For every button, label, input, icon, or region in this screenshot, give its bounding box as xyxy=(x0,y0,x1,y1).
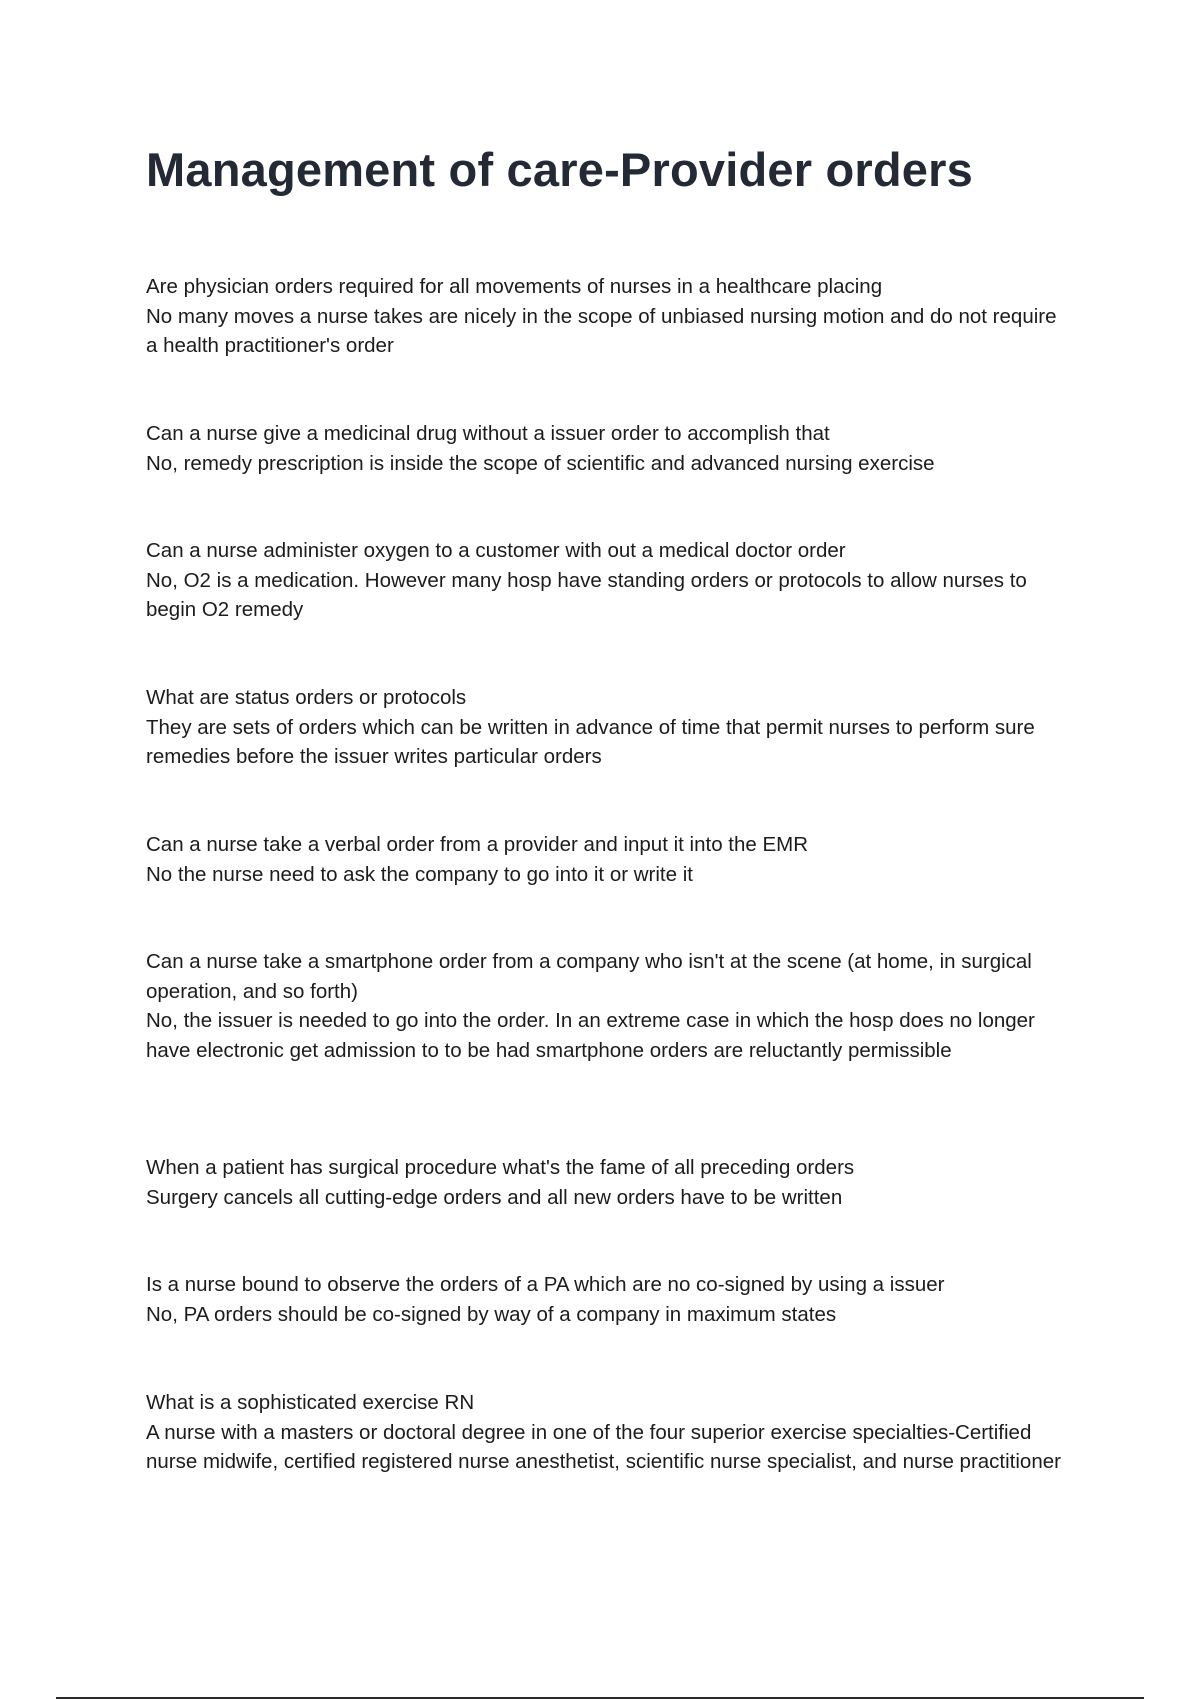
answer-text: Surgery cancels all cutting-edge orders and all new orders have to be written xyxy=(146,1185,843,1209)
qa-item xyxy=(146,1270,1066,1329)
question-text: What is a sophisticated exercise RN xyxy=(146,1391,475,1414)
question-text: Can a nurse take a smartphone order from a company who isn't at the scene (at home, in surgical operation, and so forth) xyxy=(146,950,1032,1003)
question-text: Can a nurse administer oxygen to a customer with out a medical doctor order xyxy=(146,539,846,562)
qa-item xyxy=(146,272,1066,361)
answer-text: A nurse with a masters or doctoral degree in one of the four superior exercise specialties-Certified nurse midwife, certified registered nurse anesthetist, scientific nurse specialist, and nurse practitioner xyxy=(146,1420,1061,1473)
qa-item xyxy=(146,419,1066,478)
question-text: Are physician orders required for all movements of nurses in a healthcare placing xyxy=(146,275,883,298)
question-text: What are status orders or protocols xyxy=(146,686,467,709)
question-text: Can a nurse take a verbal order from a provider and input it into the EMR xyxy=(146,833,809,856)
answer-text: No, PA orders should be co-signed by way of a company in maximum states xyxy=(146,1302,837,1326)
qa-item xyxy=(146,830,1066,889)
answer-text: They are sets of orders which can be written in advance of time that permit nurses to perform sure remedies before the issuer writes particular orders xyxy=(146,715,1035,768)
answer-text: No, remedy prescription is inside the scope of scientific and advanced nursing exercise xyxy=(146,451,935,475)
question-text: Is a nurse bound to observe the orders of a PA which are no co-signed by using a issuer xyxy=(146,1273,945,1296)
answer-text: No, the issuer is needed to go into the order. In an extreme case in which the hosp does no longer have electronic get admission to to be had smartphone orders are reluctantly permissible xyxy=(146,1009,1035,1062)
question-text: Can a nurse give a medicinal drug without a issuer order to accomplish that xyxy=(146,422,830,445)
answer-text: No the nurse need to ask the company to go into it or write it xyxy=(146,862,693,886)
footer-divider xyxy=(56,1697,1144,1699)
answer-text: No many moves a nurse takes are nicely in the scope of unbiased nursing motion and do not require a health practitioner's order xyxy=(146,304,1057,357)
qa-item xyxy=(146,1153,1066,1212)
qa-item xyxy=(146,683,1066,772)
question-text: When a patient has surgical procedure what's the fame of all preceding orders xyxy=(146,1156,855,1179)
answer-text: No, O2 is a medication. However many hosp have standing orders or protocols to allow nurses to begin O2 remedy xyxy=(146,568,1027,621)
qa-item xyxy=(146,1388,1066,1477)
page-title: Management of care-Provider orders xyxy=(146,143,973,196)
qa-item xyxy=(146,536,1066,625)
qa-item xyxy=(146,947,1066,1065)
